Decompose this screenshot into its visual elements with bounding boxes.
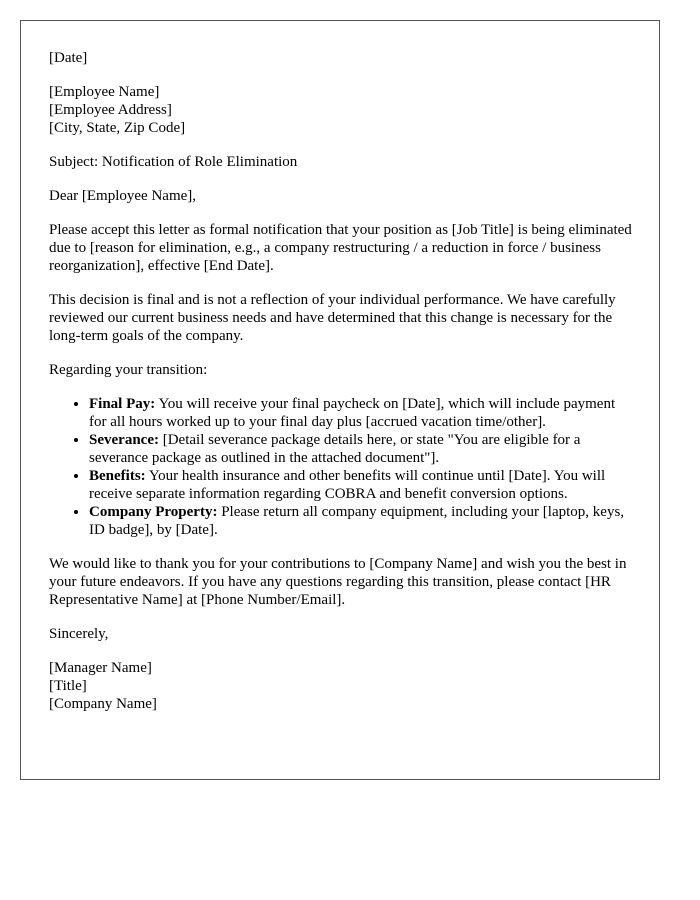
paragraph-notification: Please accept this letter as formal notification that your position as [Job Title] is being eliminated due to [reason for elimination, e.g., a company restructuring / a reduction in force / business reorganization], effective [End Date]. (49, 222, 632, 274)
list-item-text: [Detail severance package details here, or state "You are eligible for a severance package as outlined in the attached document"]. (89, 432, 581, 466)
transition-list (49, 395, 634, 539)
transition-intro: Regarding your transition: (49, 362, 208, 378)
signature-title: [Title] (49, 678, 87, 694)
letter-date: [Date] (49, 50, 88, 66)
signature-company: [Company Name] (49, 696, 157, 712)
list-item-label: Final Pay: (89, 396, 156, 412)
closing-paragraph: We would like to thank you for your contributions to [Company Name] and wish you the best in your future endeavors. If you have any questions regarding this transition, please contact [HR Representative Name] at [Phone Number/Email]. (49, 556, 627, 608)
paragraph-decision: This decision is final and is not a reflection of your individual performance. We have carefully reviewed our current business needs and have determined that this change is necessary for the long-term goals of the company. (49, 292, 616, 344)
recipient-block (49, 83, 634, 137)
signature-block (49, 659, 634, 713)
letter-page (20, 20, 660, 780)
list-item (89, 467, 634, 503)
letter-body (49, 49, 634, 729)
list-item (89, 395, 634, 431)
list-item-text: Your health insurance and other benefits will continue until [Date]. You will receive separate information regarding COBRA and benefit conversion options. (89, 468, 606, 502)
letter-subject: Subject: Notification of Role Elimination (49, 154, 298, 170)
sign-off: Sincerely, (49, 626, 109, 642)
list-item-label: Company Property: (89, 504, 218, 520)
list-item-label: Benefits: (89, 468, 146, 484)
list-item-label: Severance: (89, 432, 159, 448)
recipient-address: [Employee Address] (49, 102, 172, 118)
list-item (89, 503, 634, 539)
recipient-city-state-zip: [City, State, Zip Code] (49, 120, 186, 136)
list-item (89, 431, 634, 467)
recipient-name: [Employee Name] (49, 84, 160, 100)
list-item-text: Please return all company equipment, including your [laptop, keys, ID badge], by [Date]. (89, 504, 625, 538)
letter-salutation: Dear [Employee Name], (49, 188, 197, 204)
signature-name: [Manager Name] (49, 660, 152, 676)
list-item-text: You will receive your final paycheck on [Date], which will include payment for all hours worked up to your final day plus [accrued vacation time/other]. (89, 396, 616, 430)
